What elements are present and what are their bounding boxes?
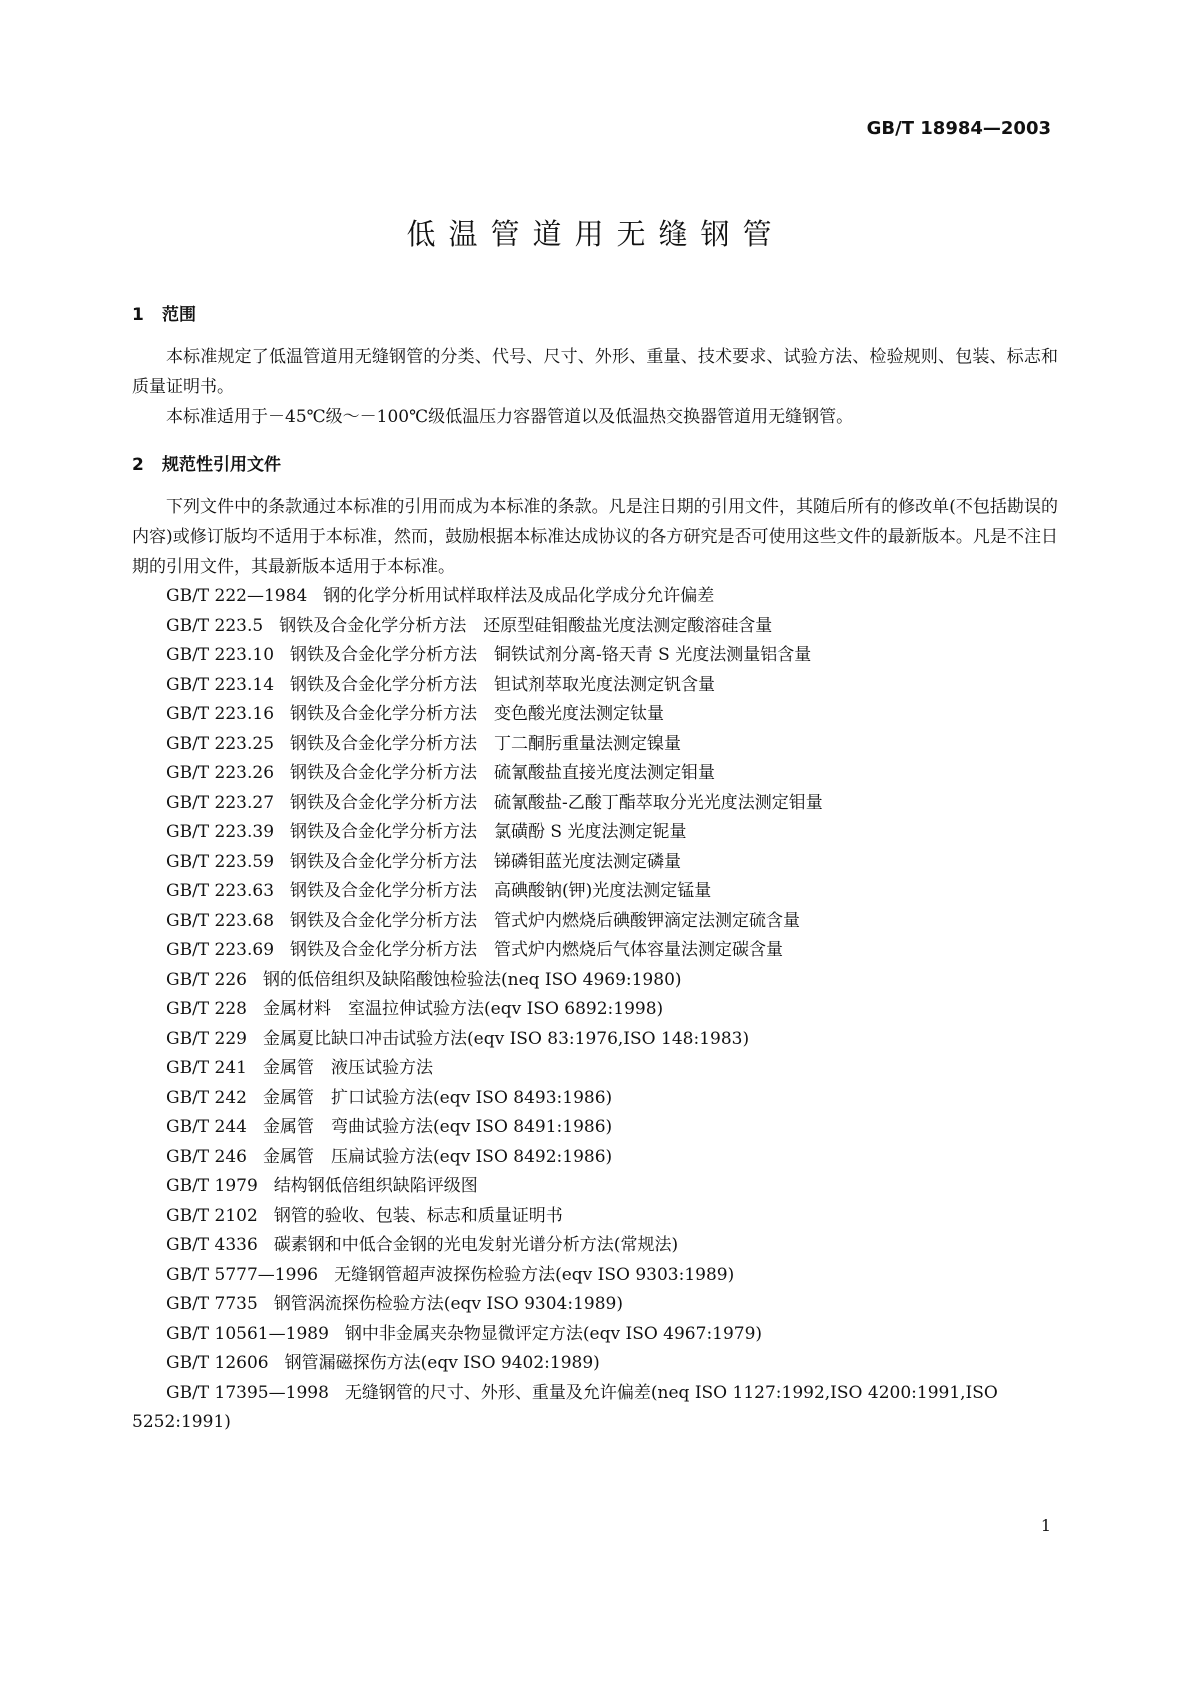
reference-code: GB/T 4336 (166, 1235, 258, 1255)
reference-title: 钢铁及合金化学分析方法 铜铁试剂分离-铬天青 S 光度法测量铝含量 (290, 645, 812, 665)
reference-title: 钢铁及合金化学分析方法 高碘酸钠(钾)光度法测定锰量 (290, 881, 712, 901)
reference-item (132, 877, 1058, 907)
reference-title: 结构钢低倍组织缺陷评级图 (273, 1176, 478, 1196)
reference-item (132, 1025, 1058, 1055)
reference-code: GB/T 223.39 (166, 822, 275, 842)
reference-code: GB/T 223.63 (166, 881, 275, 901)
reference-title: 钢的化学分析用试样取样法及成品化学成分允许偏差 (323, 586, 715, 606)
reference-title: 钢的低倍组织及缺陷酸蚀检验法(neq ISO 4969:1980) (263, 969, 682, 990)
reference-title: 钢铁及合金化学分析方法 还原型硅钼酸盐光度法测定酸溶硅含量 (279, 615, 773, 636)
reference-title: 钢铁及合金化学分析方法 丁二酮肟重量法测定镍量 (290, 733, 682, 754)
reference-item (132, 966, 1058, 996)
reference-item (132, 1231, 1058, 1261)
reference-code: GB/T 223.68 (166, 910, 275, 931)
reference-title: 金属管 扩口试验方法(eqv ISO 8493:1986) (263, 1087, 613, 1108)
reference-item (132, 1172, 1058, 1202)
section-number: 1 (132, 305, 144, 325)
reference-item (132, 1084, 1058, 1114)
reference-title: 钢铁及合金化学分析方法 锑磷钼蓝光度法测定磷量 (290, 851, 682, 872)
reference-code: GB/T 2102 (166, 1205, 258, 1226)
reference-item (132, 1379, 1058, 1438)
reference-item (132, 759, 1058, 789)
reference-code: GB/T 229 (166, 1028, 247, 1049)
reference-code: GB/T 1979 (166, 1176, 258, 1196)
reference-title: 金属管 压扁试验方法(eqv ISO 8492:1986) (263, 1146, 613, 1167)
reference-item (132, 995, 1058, 1025)
reference-item (132, 848, 1058, 878)
reference-title: 钢铁及合金化学分析方法 钽试剂萃取光度法测定钒含量 (290, 674, 716, 695)
reference-title: 碳素钢和中低合金钢的光电发射光谱分析方法(常规法) (273, 1235, 679, 1255)
reference-item (132, 612, 1058, 642)
reference-title: 无缝钢管的尺寸、外形、重量及允许偏差(neq ISO 1127:1992,ISO 4200:1991,ISO 5252:1991) (132, 1382, 998, 1432)
reference-title: 无缝钢管超声波探伤检验方法(eqv ISO 9303:1989) (334, 1264, 735, 1285)
reference-title: 金属夏比缺口冲击试验方法(eqv ISO 83:1976,ISO 148:1983) (263, 1028, 750, 1049)
reference-list (132, 582, 1058, 1438)
references-intro: 下列文件中的条款通过本标准的引用而成为本标准的条款。凡是注日期的引用文件，其随后所有的修改单(不包括勘误的内容)或修订版均不适用于本标准，然而，鼓励根据本标准达成协议的各方研究是否可使用这些文件的最新版本。凡是不注日期的引用文件，其最新版本适用于本标准。 (132, 497, 1058, 577)
reference-code: GB/T 223.26 (166, 763, 275, 783)
reference-item (132, 1143, 1058, 1173)
section-title: 范围 (162, 305, 196, 325)
reference-item (132, 582, 1058, 612)
document-title: 低温管道用无缝钢管 (406, 217, 785, 251)
reference-title: 钢铁及合金化学分析方法 管式炉内燃烧后气体容量法测定碳含量 (290, 940, 784, 960)
reference-code: GB/T 241 (166, 1058, 247, 1078)
reference-code: GB/T 223.5 (166, 615, 264, 636)
reference-code: GB/T 223.25 (166, 733, 275, 754)
reference-title: 钢管漏磁探伤方法(eqv ISO 9402:1989) (284, 1353, 600, 1373)
reference-title: 钢铁及合金化学分析方法 硫氰酸盐-乙酸丁酯萃取分光光度法测定钼量 (290, 792, 823, 813)
reference-code: GB/T 223.14 (166, 674, 275, 695)
reference-item (132, 1349, 1058, 1379)
reference-code: GB/T 228 (166, 999, 247, 1019)
reference-title: 钢铁及合金化学分析方法 管式炉内燃烧后碘酸钾滴定法测定硫含量 (290, 910, 801, 931)
reference-code: GB/T 222—1984 (166, 586, 308, 606)
reference-item (132, 789, 1058, 819)
reference-code: GB/T 10561—1989 (166, 1323, 329, 1344)
reference-code: GB/T 7735 (166, 1294, 258, 1314)
reference-title: 金属材料 室温拉伸试验方法(eqv ISO 6892:1998) (263, 999, 664, 1019)
section-title: 规范性引用文件 (162, 455, 281, 475)
reference-title: 钢管涡流探伤检验方法(eqv ISO 9304:1989) (273, 1294, 623, 1314)
reference-code: GB/T 242 (166, 1087, 247, 1108)
page-number: 1 (1040, 1516, 1051, 1535)
reference-code: GB/T 223.69 (166, 940, 275, 960)
reference-code: GB/T 226 (166, 969, 247, 990)
reference-item (132, 1290, 1058, 1320)
reference-item (132, 1261, 1058, 1291)
reference-code: GB/T 223.10 (166, 645, 275, 665)
section-heading-normative-references (132, 448, 1058, 482)
reference-title: 金属管 液压试验方法 (263, 1058, 433, 1078)
reference-title: 钢铁及合金化学分析方法 硫氰酸盐直接光度法测定钼量 (290, 763, 716, 783)
reference-item (132, 700, 1058, 730)
reference-code: GB/T 223.16 (166, 704, 275, 724)
section-heading-scope (132, 298, 1058, 332)
reference-title: 钢中非金属夹杂物显微评定方法(eqv ISO 4967:1979) (344, 1323, 763, 1344)
reference-item (132, 641, 1058, 671)
reference-item (132, 1202, 1058, 1232)
reference-title: 钢管的验收、包装、标志和质量证明书 (273, 1205, 563, 1226)
reference-code: GB/T 17395—1998 (166, 1382, 329, 1403)
reference-code: GB/T 5777—1996 (166, 1264, 319, 1285)
section-number: 2 (132, 455, 144, 475)
scope-paragraph-1: 本标准规定了低温管道用无缝钢管的分类、代号、尺寸、外形、重量、技术要求、试验方法、检验规则、包装、标志和质量证明书。 (132, 347, 1058, 397)
reference-title: 钢铁及合金化学分析方法 变色酸光度法测定钛量 (290, 704, 665, 724)
scope-paragraph-2: 本标准适用于－45℃级～－100℃级低温压力容器管道以及低温热交换器管道用无缝钢管。 (166, 407, 854, 427)
reference-code: GB/T 223.59 (166, 851, 275, 872)
reference-item (132, 1054, 1058, 1084)
reference-code: GB/T 244 (166, 1117, 247, 1137)
reference-item (132, 1320, 1058, 1350)
reference-item (132, 936, 1058, 966)
reference-title: 钢铁及合金化学分析方法 氯磺酚 S 光度法测定铌量 (290, 822, 687, 842)
document-body (132, 298, 1058, 1438)
reference-code: GB/T 246 (166, 1146, 247, 1167)
standard-number: GB/T 18984—2003 (866, 118, 1051, 139)
reference-code: GB/T 12606 (166, 1353, 269, 1373)
reference-code: GB/T 223.27 (166, 792, 275, 813)
reference-item (132, 1113, 1058, 1143)
reference-item (132, 671, 1058, 701)
reference-item (132, 907, 1058, 937)
reference-item (132, 730, 1058, 760)
reference-title: 金属管 弯曲试验方法(eqv ISO 8491:1986) (263, 1117, 613, 1137)
reference-item (132, 818, 1058, 848)
